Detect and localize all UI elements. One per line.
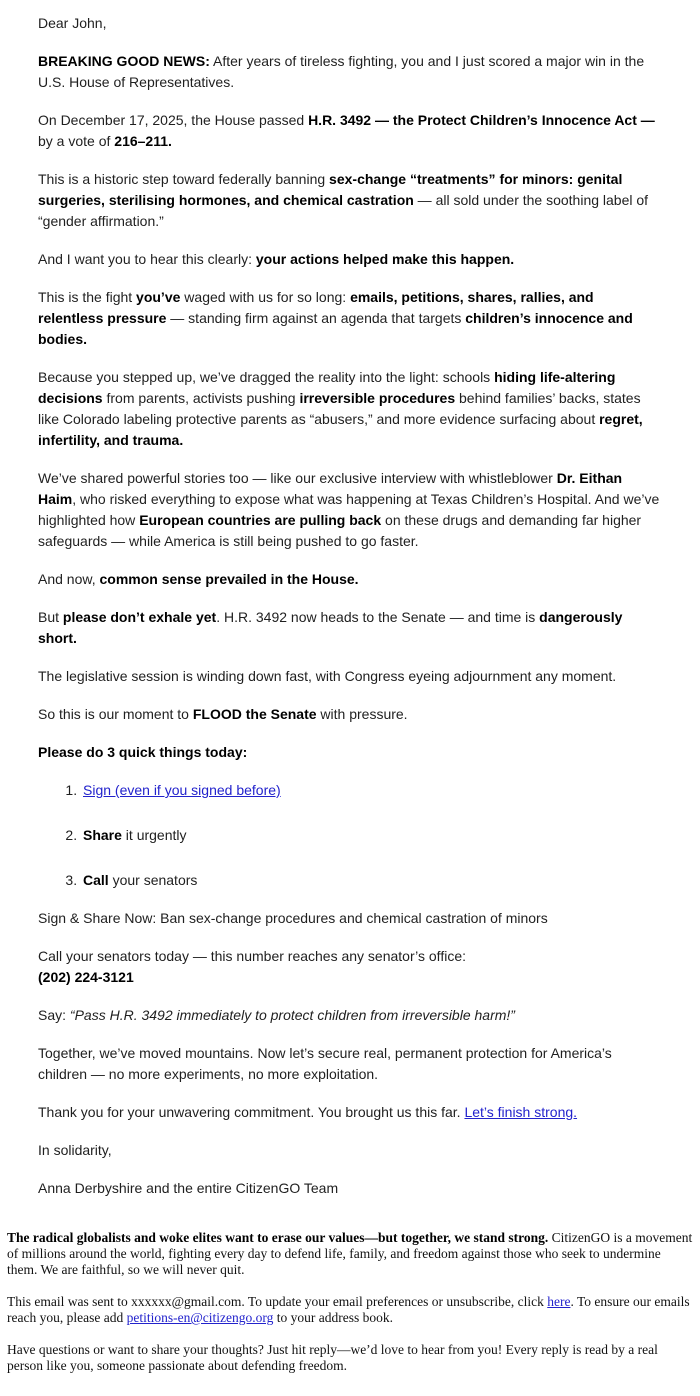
- call-senators: [38, 946, 662, 988]
- text-run: And now,: [38, 571, 100, 587]
- text-run: , who risked everything to expose what was happening at Texas Children’s Hospital. And we’ve highlighted how: [38, 491, 660, 528]
- text-run: So this is our moment to: [38, 706, 193, 722]
- text-run: — standing firm against an agenda that targets: [166, 310, 466, 326]
- text-run: hiding life-altering decisions: [38, 369, 616, 406]
- text-run: After years of tireless fighting, you and I just scored a major win in the U.S. House of Representatives.: [38, 53, 645, 90]
- signature: [38, 1178, 662, 1199]
- thank-you: [38, 1102, 662, 1123]
- text-run: by a vote of: [38, 133, 115, 149]
- text-run: you’ve: [136, 289, 181, 305]
- text-run: BREAKING GOOD NEWS:: [38, 53, 210, 69]
- footer-reply: [7, 1342, 693, 1374]
- text-run: regret, infertility, and trauma.: [38, 411, 643, 448]
- text-run: The radical globalists and woke elites want to erase our values—but together, we stand strong.: [7, 1230, 549, 1245]
- text-run: with pressure.: [316, 706, 408, 722]
- three-things-heading: [38, 742, 662, 763]
- text-run: Say:: [38, 1007, 70, 1023]
- text-run: FLOOD the Senate: [192, 706, 317, 722]
- text-run: This email was sent to xxxxxx@gmail.com. To update your email preferences or unsubscribe, click: [7, 1294, 548, 1309]
- footer-unsubscribe: [7, 1294, 693, 1326]
- text-run: irreversible procedures: [299, 390, 456, 406]
- text-run: But: [38, 609, 63, 625]
- text-run: “Pass H.R. 3492 immediately to protect children from irreversible harm!”: [69, 1007, 515, 1023]
- text-run: your senators: [108, 872, 198, 888]
- action-list-item: [81, 780, 662, 801]
- text-run: on these drugs and demanding far higher safeguards — while America is still being pushed to go faster.: [38, 512, 642, 549]
- text-run: . H.R. 3492 now heads to the Senate — and time is: [216, 609, 540, 625]
- powerful-stories: [38, 468, 662, 552]
- text-run: Share: [83, 827, 122, 843]
- text-run: it urgently: [121, 827, 187, 843]
- text-run: This is a historic step toward federally banning: [38, 171, 330, 187]
- text-run: from parents, activists pushing: [102, 390, 300, 406]
- text-run: dangerously short.: [38, 609, 623, 646]
- text-run: Sign & Share Now: Ban sex-change procedures and chemical castration of minors: [38, 910, 548, 926]
- finish-strong-link[interactable]: Let’s finish strong.: [464, 1104, 578, 1120]
- text-run: Call your senators today — this number reaches any senator’s office:: [38, 948, 466, 964]
- text-run: (202) 224-3121: [38, 969, 134, 985]
- text-run: And I want you to hear this clearly:: [38, 251, 256, 267]
- action-list-item: [81, 870, 662, 891]
- text-run: emails, petitions, shares, rallies, and relentless pressure: [38, 289, 594, 326]
- text-run: common sense prevailed in the House.: [99, 571, 359, 587]
- text-run: CitizenGO is a movement of millions around the world, fighting every day to defend life, family, and freedom against those who seek to undermine them. We are faithful, so we will never quit.: [7, 1230, 693, 1277]
- text-run: behind families’ backs, states like Colorado labeling protective parents as “abusers,” and more evidence surfacing about: [38, 390, 641, 427]
- fight-waged: [38, 287, 662, 350]
- say-quote: [38, 1005, 662, 1026]
- text-run: 216–211.: [114, 133, 172, 149]
- session-winding: [38, 666, 662, 687]
- text-run: Dr. Eithan Haim: [38, 470, 623, 507]
- text-run: H.R. 3492 — the Protect Children’s Innocence Act —: [308, 112, 655, 128]
- text-run: waged with us for so long:: [180, 289, 351, 305]
- text-run: children’s innocence and bodies.: [38, 310, 633, 347]
- text-run: Because you stepped up, we’ve dragged the reality into the light: schools: [38, 369, 495, 385]
- common-sense: [38, 569, 662, 590]
- email-footer: [0, 1220, 700, 1396]
- text-run: — all sold under the soothing label of “gender affirmation.”: [38, 192, 649, 229]
- text-run: Thank you for your unwavering commitment. You brought us this far.: [38, 1104, 465, 1120]
- historic-step: [38, 169, 662, 232]
- unsubscribe-here-link[interactable]: here: [547, 1294, 571, 1309]
- text-run: Call: [83, 872, 109, 888]
- text-run: your actions helped make this happen.: [255, 251, 515, 267]
- text-run: The legislative session is winding down fast, with Congress eyeing adjournment any moment.: [38, 668, 617, 684]
- text-run: Please do 3 quick things today:: [38, 744, 248, 760]
- text-run: We’ve shared powerful stories too — like our exclusive interview with whistleblower: [38, 470, 557, 486]
- house-vote: [38, 110, 662, 152]
- reality-into-light: [38, 367, 662, 451]
- dont-exhale: [38, 607, 662, 649]
- flood-senate: [38, 704, 662, 725]
- sign-petition-link[interactable]: Sign (even if you signed before): [83, 782, 281, 798]
- text-run: Together, we’ve moved mountains. Now let’s secure real, permanent protection for America’s children — no more experiments, no more exploitation.: [38, 1045, 612, 1082]
- moved-mountains: [38, 1043, 662, 1085]
- text-run: Have questions or want to share your thoughts? Just hit reply—we’d love to hear from you! Every reply is read by a real person like you, someone passionate about defending freedom.: [7, 1342, 658, 1373]
- address-book-email-link[interactable]: petitions-en@citizengo.org: [126, 1310, 274, 1325]
- text-run: to your address book.: [273, 1310, 393, 1325]
- your-actions: [38, 249, 662, 270]
- action-list: [38, 780, 662, 891]
- sign-share-line: [38, 908, 662, 929]
- text-run: On December 17, 2025, the House passed: [38, 112, 309, 128]
- breaking-news: [38, 51, 662, 93]
- greeting: [38, 13, 662, 34]
- in-solidarity: [38, 1140, 662, 1161]
- text-run: Dear John,: [38, 15, 107, 31]
- text-run: This is the fight: [38, 289, 137, 305]
- text-run: In solidarity,: [38, 1142, 112, 1158]
- text-run: please don’t exhale yet: [62, 609, 217, 625]
- text-run: sex-change “treatments” for minors: genital surgeries, sterilising hormones, and chemical castration: [38, 171, 623, 208]
- text-run: Anna Derbyshire and the entire CitizenGO Team: [38, 1180, 339, 1196]
- footer-mission: [7, 1230, 693, 1278]
- text-run: . To ensure our emails reach you, please add: [7, 1294, 690, 1325]
- action-list-item: [81, 825, 662, 846]
- text-run: European countries are pulling back: [139, 512, 382, 528]
